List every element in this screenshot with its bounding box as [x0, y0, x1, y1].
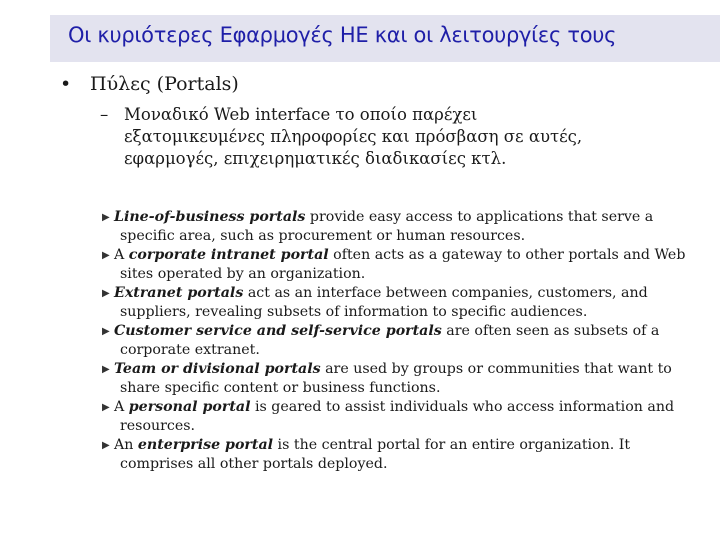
- item-first-line: [114, 436, 702, 455]
- item-first-line: [114, 246, 702, 265]
- item-first-line: [114, 208, 702, 227]
- triangle-right-icon: ▶: [102, 326, 110, 337]
- item-prefix: An: [114, 437, 138, 453]
- list-item: [102, 208, 702, 246]
- item-text: provide easy access to applications that serve a: [305, 209, 654, 225]
- item-term: Line-of-business portals: [114, 209, 306, 225]
- item-continuation: suppliers, revealing subsets of information to specific audiences.: [120, 304, 588, 320]
- item-text: act as an interface between companies, customers, and: [243, 285, 648, 301]
- item-continuation: specific area, such as procurement or human resources.: [120, 228, 526, 244]
- item-first-line: [114, 360, 702, 379]
- sub-bullet-line: εξατομικευμένες πληροφορίες και πρόσβαση σε αυτές,: [124, 127, 583, 146]
- item-continuation: share specific content or business functions.: [120, 380, 441, 396]
- item-term: personal portal: [128, 399, 251, 415]
- item-continuation: corporate extranet.: [120, 342, 260, 358]
- sub-bullet: [100, 104, 583, 170]
- item-term: Extranet portals: [114, 285, 244, 301]
- bullet-marker: •: [60, 73, 72, 95]
- sub-bullet-line: εφαρμογές, επιχειρηματικές διαδικασίες κτλ.: [124, 149, 507, 168]
- item-first-line: [114, 322, 702, 341]
- item-text: is geared to assist individuals who access information and: [250, 399, 675, 415]
- list-item: [102, 284, 702, 322]
- list-item: [102, 360, 702, 398]
- portal-type-list: [102, 208, 702, 474]
- main-bullet: [60, 73, 239, 95]
- item-prefix: A: [114, 399, 129, 415]
- item-prefix: A: [114, 247, 129, 263]
- item-text: are often seen as subsets of a: [441, 323, 660, 339]
- main-bullet-label: Πύλες (Portals): [90, 73, 239, 95]
- list-item: [102, 436, 702, 474]
- title-bar: [50, 15, 720, 62]
- item-text: are used by groups or communities that want to: [320, 361, 672, 377]
- triangle-right-icon: ▶: [102, 212, 110, 223]
- triangle-right-icon: ▶: [102, 288, 110, 299]
- list-item: [102, 398, 702, 436]
- triangle-right-icon: ▶: [102, 440, 110, 451]
- item-text: often acts as a gateway to other portals and Web: [328, 247, 686, 263]
- item-term: Team or divisional portals: [114, 361, 321, 377]
- slide-title: Οι κυριότερες Εφαρμογές ΗΕ και οι λειτουργίες τους: [68, 23, 617, 47]
- item-continuation: comprises all other portals deployed.: [120, 456, 388, 472]
- item-term: corporate intranet portal: [128, 247, 329, 263]
- dash-marker: –: [100, 105, 109, 124]
- item-term: enterprise portal: [137, 437, 274, 453]
- list-item: [102, 246, 702, 284]
- item-continuation: sites operated by an organization.: [120, 266, 366, 282]
- triangle-right-icon: ▶: [102, 250, 110, 261]
- item-term: Customer service and self-service portals: [114, 323, 442, 339]
- list-item: [102, 322, 702, 360]
- item-first-line: [114, 284, 702, 303]
- item-continuation: resources.: [120, 418, 196, 434]
- item-first-line: [114, 398, 702, 417]
- item-text: is the central portal for an entire organization. It: [273, 437, 631, 453]
- sub-bullet-line: Μοναδικό Web interface το οποίο παρέχει: [124, 105, 478, 124]
- triangle-right-icon: ▶: [102, 364, 110, 375]
- triangle-right-icon: ▶: [102, 402, 110, 413]
